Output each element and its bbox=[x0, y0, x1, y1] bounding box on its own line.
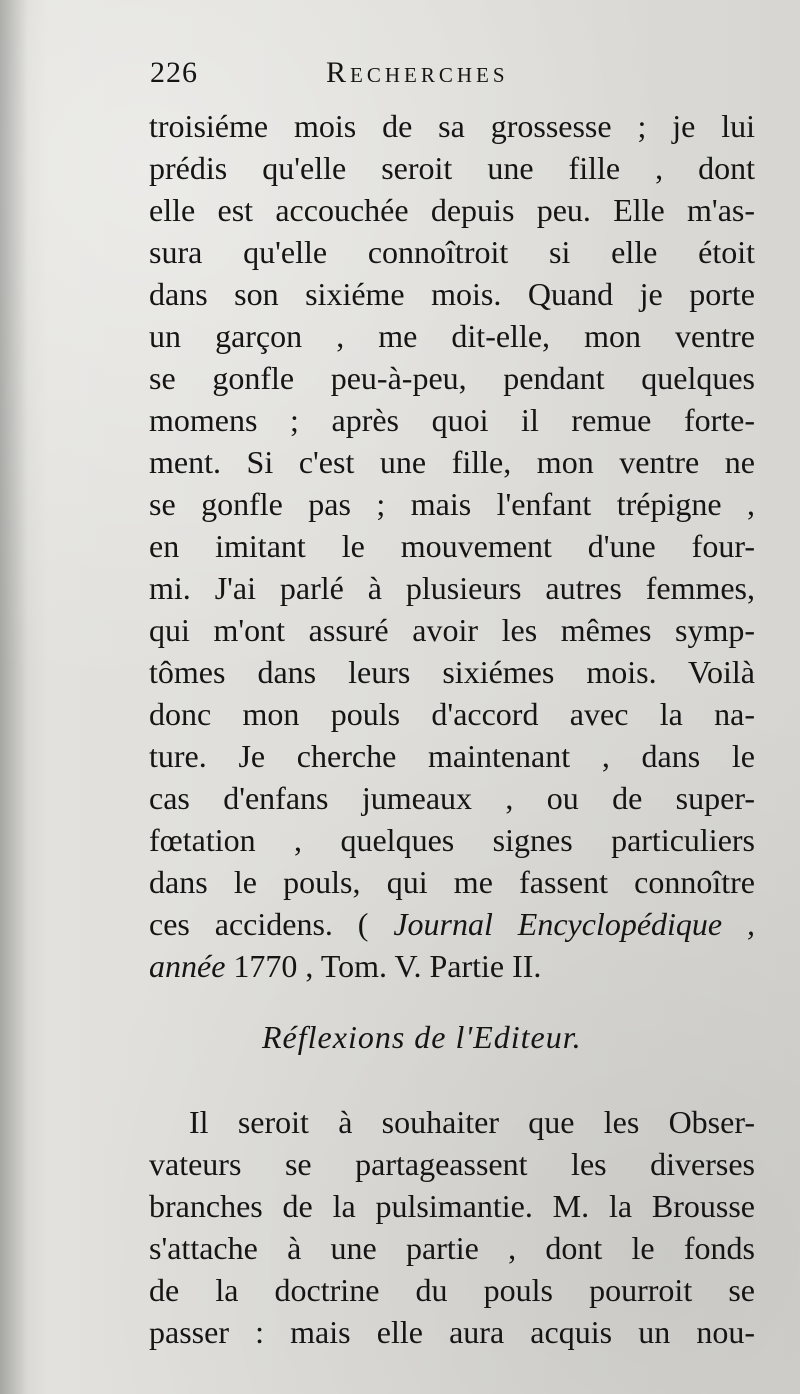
citation-line-2 bbox=[149, 945, 755, 987]
page-number: 226 bbox=[150, 56, 198, 89]
citation-reference: 1770 , Tom. V. Partie II. bbox=[225, 948, 542, 984]
citation-line-1 bbox=[149, 903, 755, 945]
text-line: en imitant le mouvement d'une four- bbox=[149, 528, 755, 564]
text-line: un garçon , me dit-elle, mon ventre bbox=[149, 318, 755, 354]
citation-year-label: année bbox=[149, 948, 226, 984]
text-line: Il seroit à souhaiter que les Obser- bbox=[189, 1104, 755, 1140]
text-line: elle est accouchée depuis peu. Elle m'as- bbox=[149, 192, 755, 228]
text-line: sura qu'elle connoîtroit si elle étoit bbox=[149, 234, 755, 270]
text-line: cas d'enfans jumeaux , ou de super- bbox=[149, 780, 755, 816]
gutter-shadow bbox=[0, 0, 28, 1394]
text-line: de la doctrine du pouls pourroit se bbox=[149, 1272, 755, 1308]
paragraph-2 bbox=[149, 1101, 755, 1353]
journal-title: Journal Encyclopédique , bbox=[393, 906, 756, 942]
page-header bbox=[150, 56, 750, 96]
text-line: dans le pouls, qui me fassent connoître bbox=[149, 864, 755, 900]
section-title: Réflexions de l'Editeur. bbox=[262, 1019, 582, 1055]
text-line: ture. Je cherche maintenant , dans le bbox=[149, 738, 755, 774]
text-line: branches de la pulsimantie. M. la Brousse bbox=[149, 1188, 755, 1224]
text-line: momens ; après quoi il remue forte- bbox=[149, 402, 755, 438]
text-line: donc mon pouls d'accord avec la na- bbox=[149, 696, 755, 732]
text-line: troisiéme mois de sa grossesse ; je lui bbox=[149, 108, 755, 144]
paragraph-1 bbox=[149, 105, 755, 987]
text-line: passer : mais elle aura acquis un nou- bbox=[149, 1314, 755, 1350]
text-line: fœtation , quelques signes particuliers bbox=[149, 822, 755, 858]
text-line: se gonfle pas ; mais l'enfant trépigne , bbox=[149, 486, 755, 522]
text-line: se gonfle peu-à-peu, pendant quelques bbox=[149, 360, 755, 396]
running-head: Recherches bbox=[326, 56, 509, 89]
text-line: s'attache à une partie , dont le fonds bbox=[149, 1230, 755, 1266]
citation-prefix: ces accidens. ( bbox=[149, 906, 394, 942]
text-line: tômes dans leurs sixiémes mois. Voilà bbox=[149, 654, 755, 690]
text-line: mi. J'ai parlé à plusieurs autres femmes, bbox=[149, 570, 755, 606]
text-line: dans son sixiéme mois. Quand je porte bbox=[149, 276, 755, 312]
text-line: prédis qu'elle seroit une fille , dont bbox=[149, 150, 755, 186]
text-line: qui m'ont assuré avoir les mêmes symp- bbox=[149, 612, 755, 648]
text-line: vateurs se partageassent les diverses bbox=[149, 1146, 755, 1182]
text-line: ment. Si c'est une fille, mon ventre ne bbox=[149, 444, 755, 480]
